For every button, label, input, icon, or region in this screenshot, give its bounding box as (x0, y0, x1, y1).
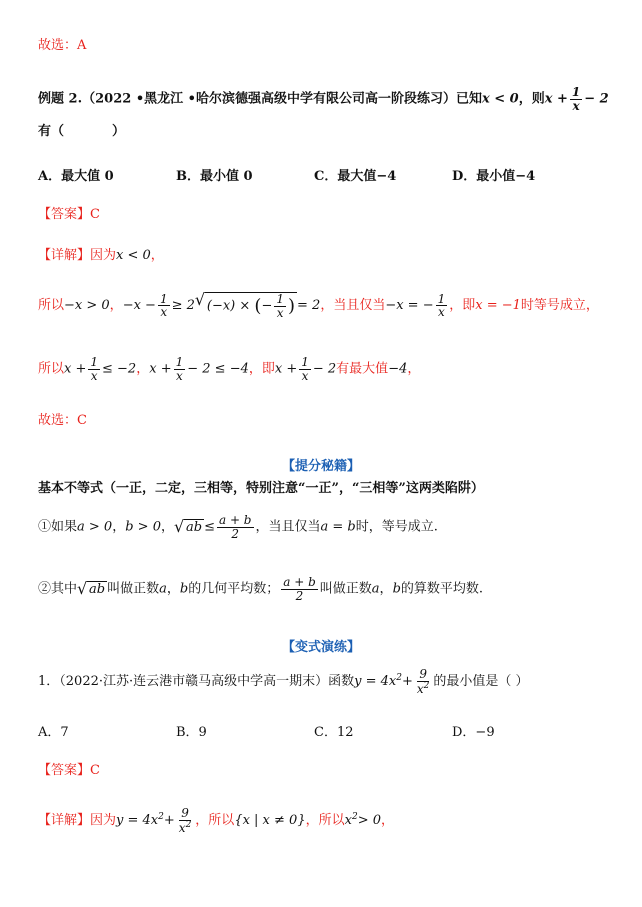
tip1-l: 时，等号成立. (355, 519, 438, 535)
frac-den: x (572, 98, 580, 113)
option2-d: D．−9 (452, 725, 495, 740)
tip2-b: ab (89, 581, 106, 597)
q1-f: x (416, 681, 424, 696)
tip2-j: 叫做正数 (319, 581, 372, 597)
detail2-e: 9 (181, 806, 189, 820)
tip1-j: ，当且仅当 (255, 519, 321, 535)
detail2-i: {x | x ≠ 0} (234, 813, 306, 829)
option-d: D．最小值−4 (452, 169, 536, 184)
tip-line: 基本不等式（一正，二定，三相等，特别注意“一正”，“三相等”这两类陷阱） (38, 481, 484, 496)
step2-frac3: $\frac{1}{x}$ (301, 355, 309, 383)
tip2-d: a (159, 581, 167, 597)
option-a: A．最大值 0 (38, 169, 114, 184)
detail2-j: ，所以 (305, 813, 345, 829)
tip1-a: ①如果 (38, 519, 78, 535)
tip2-g: 的几何平均数； (188, 581, 280, 597)
tip1-g: ≤ (204, 519, 215, 535)
answer2-value: C (90, 763, 100, 778)
condition: x < 0 (481, 91, 519, 107)
tip2-i: 2 (295, 588, 304, 603)
q1-frac (415, 668, 432, 695)
q1-a: 1．（2022·江苏·连云港市赣马高级中学高一期末）函数 (38, 674, 355, 690)
detail2-h: ，所以 (195, 813, 235, 829)
detail2-f: x (178, 820, 186, 835)
tip2-frac (281, 576, 318, 602)
option-c: C．最大值−4 (314, 169, 397, 184)
detail2-n: ， (380, 813, 394, 829)
fraction (570, 86, 582, 112)
step1-frac1: $\frac{1}{x}$ (159, 291, 168, 320)
tip-2 (38, 576, 483, 602)
step1-l: x = −1 (475, 298, 521, 314)
step1-b: −x > 0 (64, 298, 110, 314)
tip-1 (38, 514, 438, 540)
tip1-frac (217, 514, 254, 540)
step2-k: −4 (388, 361, 408, 377)
step2-frac1: $\frac{1}{x}$ (90, 355, 99, 383)
tip2-h: a + b (283, 575, 316, 589)
step2-f: − 2 ≤ −4 (187, 361, 249, 377)
answer-choice-c: 故选：C (38, 413, 87, 428)
option2-b: B．9 (176, 725, 207, 740)
step2-l: ， (407, 361, 421, 377)
tip1-e: ， (160, 519, 174, 535)
have-line (38, 124, 125, 140)
step1-c: ， (109, 298, 123, 314)
step2-b: x + (64, 361, 87, 377)
q1-c: 2 (396, 672, 402, 683)
question-1 (38, 668, 529, 695)
answer-choice-a: 故选：A (38, 38, 87, 53)
detail-comma: ， (150, 248, 164, 263)
step1-h: = 2 (297, 298, 321, 314)
step2-frac2: $\frac{1}{x}$ (175, 355, 184, 383)
expr-pre: x + (544, 91, 568, 107)
step2-i: − 2 (312, 361, 337, 377)
step1-frac3: $\frac{1}{x}$ (437, 291, 446, 320)
q1-h: 的最小值是（ ） (433, 674, 529, 690)
step1-d: −x − (122, 298, 156, 314)
step2-g: ，即 (248, 361, 275, 377)
step2-e: x + (149, 361, 172, 377)
tip1-sqrt: √ ab (173, 516, 203, 536)
option-b: B．最小值 0 (176, 169, 253, 184)
q1-e: 9 (419, 667, 427, 681)
step2-j: 有最大值 (336, 361, 389, 377)
step1-m: 时等号成立， (520, 298, 599, 314)
q1-d: + (401, 674, 413, 690)
tip1-d: b > 0 (125, 519, 161, 535)
step2-h: x + (274, 361, 298, 377)
detail2-b: y = 4x (116, 813, 159, 829)
detail2-g: 2 (185, 819, 192, 830)
detail-cond: x < 0 (116, 248, 151, 263)
answer-1 (38, 207, 100, 223)
detail2-d: + (163, 813, 175, 829)
step1-sqrt: √ (−x) × (− $\frac{1}{x}$ ) (194, 290, 296, 320)
step2-a: 所以 (38, 361, 65, 377)
detail2-c: 2 (158, 811, 164, 822)
have-close: ） (112, 124, 126, 139)
detail2-a: 因为 (90, 813, 117, 829)
example-source: （2022 •黑龙江 •哈尔滨德强高级中学有限公司高一阶段练习）已知 (82, 91, 482, 107)
detail2-l: 2 (351, 811, 358, 822)
step2-d: ， (136, 361, 150, 377)
frac-num: 1 (571, 85, 581, 99)
tip2-k: a (371, 581, 380, 597)
tip1-f: ab (185, 519, 203, 535)
q1-g: 2 (423, 680, 430, 691)
step1-e: ≥ 2 (171, 298, 195, 314)
tip1-k: a = b (320, 519, 356, 535)
detail2-k: x (344, 813, 352, 829)
tip2-n: 的算数平均数. (400, 581, 484, 597)
detail2-tag: 【详解】 (38, 813, 91, 829)
tip2-m: b (392, 581, 401, 597)
tip2-sqrt: √ ab (77, 578, 106, 598)
have-open: 有（ (38, 124, 65, 139)
q1-b: y = 4x (354, 674, 397, 690)
then-text: ，则 (518, 91, 545, 107)
expr-post: − 2 (584, 91, 609, 107)
tip1-c: ， (112, 519, 126, 535)
tip2-l: ， (379, 581, 393, 597)
tip2-e: ， (166, 581, 180, 597)
option2-c: C．12 (314, 725, 354, 740)
step2-c: ≤ −2 (102, 361, 137, 377)
tip1-h: a + b (218, 513, 252, 527)
option2-a: A．7 (38, 725, 69, 740)
answer-value: C (90, 207, 100, 222)
tip2-a: ②其中 (38, 581, 78, 597)
detail-2 (38, 807, 394, 834)
detail-1 (38, 248, 164, 264)
answer2-tag: 【答案】 (38, 763, 91, 778)
example-2-question (38, 86, 609, 112)
tip1-b: a > 0 (77, 519, 113, 535)
step1-i: ，当且仅当 (320, 298, 386, 314)
example-label: 例题 2. (38, 91, 83, 107)
step1-a: 所以 (38, 298, 65, 314)
step-2 (38, 356, 420, 382)
tip1-i: 2 (231, 526, 240, 541)
tip2-c: 叫做正数 (107, 581, 160, 597)
detail2-m: > 0 (357, 813, 381, 829)
answer-2 (38, 763, 100, 779)
step1-j: −x = − (385, 298, 434, 314)
drill-title: 【变式演练】 (281, 640, 360, 655)
answer-tag: 【答案】 (38, 207, 91, 222)
tip2-f: b (179, 581, 189, 597)
step1-f: (−x) × (206, 298, 255, 314)
detail-tag: 【详解】 (38, 248, 91, 263)
detail-text: 因为 (90, 248, 117, 263)
step-1 (38, 292, 599, 319)
step1-g: − (261, 298, 273, 314)
detail2-frac (177, 807, 194, 834)
tip-title: 【提分秘籍】 (281, 459, 360, 474)
step1-k: ，即 (449, 298, 476, 314)
